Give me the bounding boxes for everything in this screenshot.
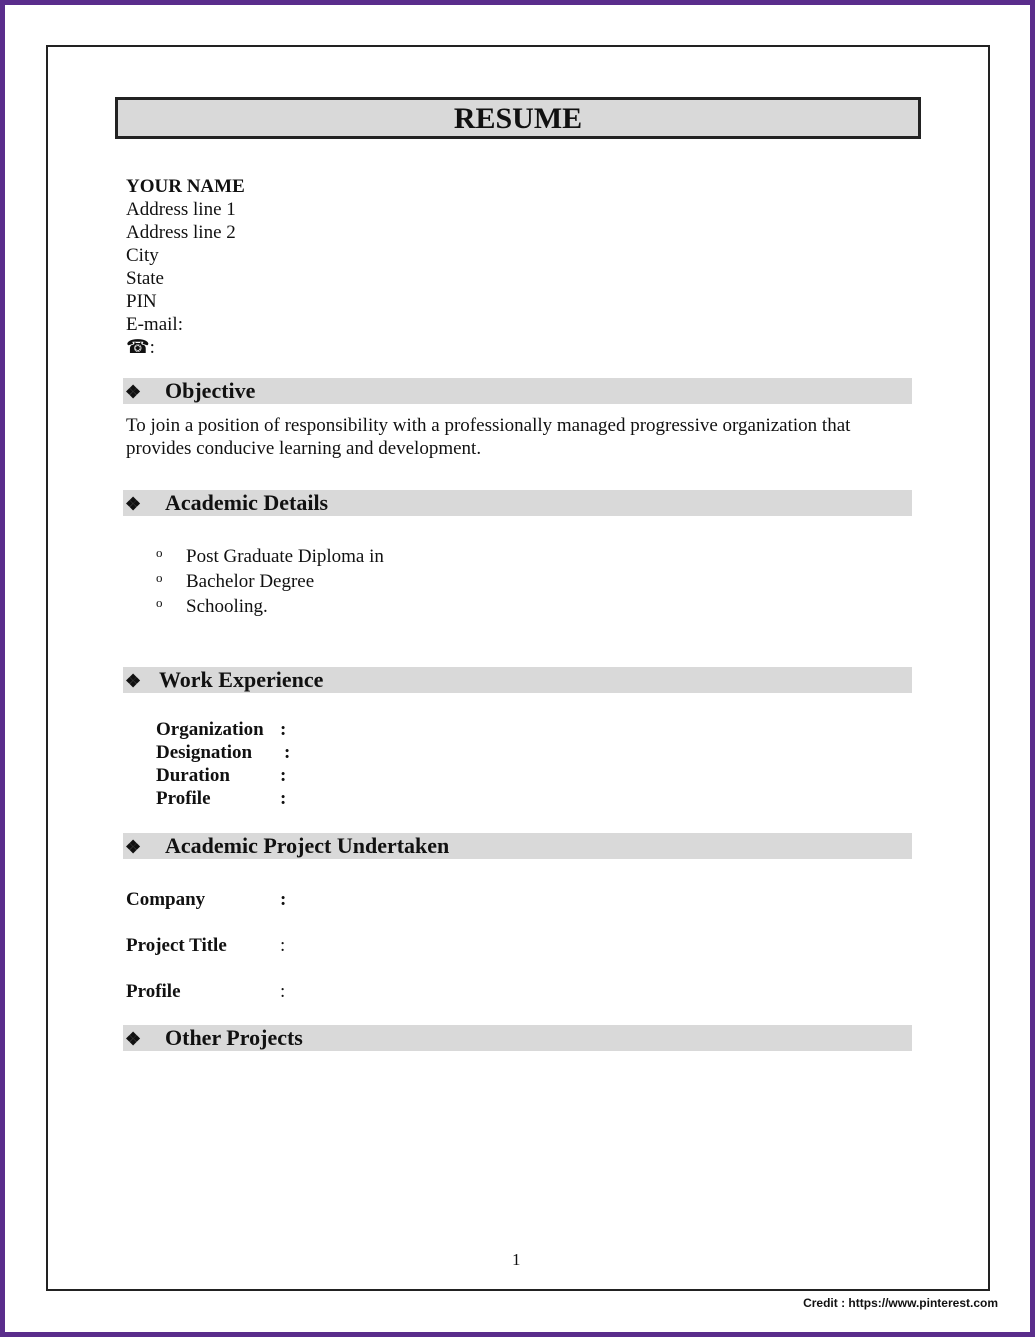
diamond-bullet-icon: ❖ <box>125 671 142 691</box>
email-label: E-mail: <box>126 314 183 335</box>
field-label: Duration <box>156 765 230 786</box>
field-row <box>156 741 290 764</box>
phone-label: ☎: <box>126 337 155 358</box>
academic-details-heading: Academic Details <box>165 490 329 515</box>
other-projects-heading: Other Projects <box>165 1025 303 1050</box>
section-work-experience <box>123 667 912 693</box>
field-separator: : <box>280 981 286 1002</box>
objective-line-1: To join a position of responsibility with a professionally managed progressive organization that <box>126 415 851 436</box>
state: State <box>126 268 164 289</box>
list-item: o Schooling. <box>156 595 268 617</box>
circle-bullet-icon: o <box>156 570 163 585</box>
work-experience-fields <box>156 718 290 810</box>
city: City <box>126 245 159 266</box>
field-row <box>126 888 286 934</box>
contact-name: YOUR NAME <box>126 176 245 197</box>
field-separator: : <box>280 719 287 740</box>
section-objective <box>123 378 912 404</box>
field-row <box>126 934 286 980</box>
field-label: Designation <box>156 742 253 763</box>
resume-title: RESUME <box>115 97 921 139</box>
field-separator: : <box>280 935 286 956</box>
work-experience-heading: Work Experience <box>159 667 324 692</box>
field-label: Project Title <box>126 935 227 956</box>
diamond-bullet-icon: ❖ <box>125 837 142 857</box>
address-line-2: Address line 2 <box>126 222 236 243</box>
section-academic-project <box>123 833 912 859</box>
field-label: Company <box>126 889 206 910</box>
list-item: o Post Graduate Diploma in <box>156 545 384 567</box>
academic-project-fields <box>126 888 286 1026</box>
field-label: Profile <box>126 981 181 1002</box>
objective-text <box>126 414 850 460</box>
field-separator: : <box>280 889 287 910</box>
academic-details-list <box>156 544 384 619</box>
field-row <box>156 764 290 787</box>
list-item: o Bachelor Degree <box>156 570 315 592</box>
field-row <box>156 787 290 810</box>
credit-text: Credit : https://www.pinterest.com <box>803 1296 998 1310</box>
objective-line-2: provides conducive learning and development. <box>126 438 482 459</box>
circle-bullet-icon: o <box>156 545 163 560</box>
section-academic-details <box>123 490 912 516</box>
field-separator: : <box>280 788 287 809</box>
academic-project-heading: Academic Project Undertaken <box>165 833 450 858</box>
field-row <box>126 980 286 1026</box>
field-row <box>156 718 290 741</box>
field-separator: : <box>280 765 287 786</box>
contact-block <box>126 175 245 359</box>
circle-bullet-icon: o <box>156 595 163 610</box>
diamond-bullet-icon: ❖ <box>125 382 142 402</box>
objective-heading: Objective <box>165 378 256 403</box>
diamond-bullet-icon: ❖ <box>125 494 142 514</box>
field-label: Organization <box>156 719 264 740</box>
section-other-projects <box>123 1025 912 1051</box>
field-separator: : <box>284 742 291 763</box>
address-line-1: Address line 1 <box>126 199 236 220</box>
page-number: 1 <box>512 1250 521 1269</box>
field-label: Profile <box>156 788 211 809</box>
diamond-bullet-icon: ❖ <box>125 1029 142 1049</box>
pin: PIN <box>126 291 157 312</box>
